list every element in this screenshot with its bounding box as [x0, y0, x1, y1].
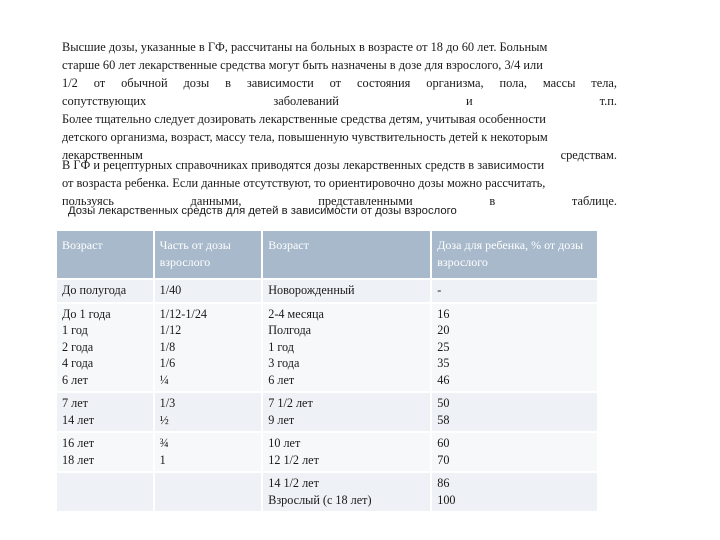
text-line: Более тщательно следует дозировать лекарственные средства детям, учитывая особенности: [62, 112, 546, 126]
paragraph-reference-books: [62, 156, 617, 210]
cell-line: 1/6: [159, 356, 176, 370]
table-row: [57, 432, 597, 472]
cell-line: ¾: [159, 436, 169, 450]
cell-line: 12 1/2 лет: [268, 452, 319, 467]
cell-line: 18 лет: [62, 452, 95, 467]
cell-line: 1 год: [268, 339, 294, 354]
cell-line: До 1 года: [62, 306, 111, 321]
text-line: старше 60 лет лекарственные средства могут быть назначены в дозе для взрослого, 3/4 или: [62, 58, 543, 72]
text-line: 1/2 от обычной дозы в зависимости от состояния организма, пола, массы тела,: [62, 76, 617, 90]
cell-child-dose-percent: [431, 392, 597, 432]
text-line: детского организма, возраст, массу тела, повышенную чувствительность детей к некоторым: [62, 130, 548, 144]
cell-line: 14 лет: [62, 412, 95, 427]
cell-child-dose-percent: [431, 279, 597, 303]
cell-line: 1/12: [159, 323, 182, 337]
table-caption: Дозы лекарственных средств для детей в зависимости от дозы взрослого: [68, 205, 457, 217]
cell-line: [62, 475, 148, 492]
cell-line: ¼: [159, 372, 169, 387]
cell-line: 58: [437, 412, 450, 427]
text-line: Высшие дозы, указанные в ГФ, рассчитаны на больных в возрасте от 18 до 60 лет. Больным: [62, 40, 548, 54]
cell-line: 20: [437, 323, 450, 337]
table-row: [57, 472, 597, 511]
cell-child-dose-percent: [431, 303, 597, 393]
cell-age: [57, 279, 154, 303]
cell-line: Взрослый (с 18 лет): [268, 492, 372, 507]
cell-age-2: [262, 432, 431, 472]
text-line: В ГФ и рецептурных справочниках приводятся дозы лекарственных средств в зависимости: [62, 158, 545, 172]
cell-line: 14 1/2 лет: [268, 476, 319, 490]
cell-line: 100: [437, 492, 456, 507]
cell-line: 6 лет: [62, 372, 88, 387]
dose-table: [57, 231, 597, 511]
text-line: сопутствующих заболеваний и т.п.: [62, 94, 617, 108]
cell-line: 60: [437, 436, 450, 450]
cell-adult-dose-part: [154, 303, 263, 393]
cell-adult-dose-part: [154, 279, 263, 303]
cell-line: 6 лет: [268, 372, 295, 387]
cell-line: 7 1/2 лет: [268, 396, 313, 410]
cell-line: [160, 475, 257, 492]
header-age: Возраст: [57, 231, 154, 279]
cell-line: 70: [437, 452, 450, 467]
cell-line: 4 года: [62, 356, 94, 370]
cell-line: 1/12-1/24: [159, 306, 208, 321]
cell-line: 16 лет: [62, 436, 95, 450]
cell-line: 1: [159, 452, 166, 467]
cell-age-2: [262, 472, 431, 511]
cell-age: [57, 392, 154, 432]
cell-line: 35: [437, 356, 450, 370]
cell-adult-dose-part: [154, 392, 263, 432]
table-row: [57, 279, 597, 303]
text-line: от возраста ребенка. Если данные отсутствуют, то ориентировочно дозы можно рассчитать,: [62, 176, 546, 190]
cell-age-2: [262, 392, 431, 432]
table-row: [57, 392, 597, 432]
cell-line: 3 года: [268, 356, 300, 370]
cell-line: 7 лет: [62, 396, 88, 410]
header-adult-dose-part: Часть от дозы взрослого: [154, 231, 263, 279]
cell-line: 9 лет: [268, 412, 295, 427]
cell-line: 25: [437, 339, 450, 354]
cell-age: [57, 432, 154, 472]
cell-line: -: [437, 283, 442, 297]
header-age-2: Возраст: [262, 231, 431, 279]
table-body: [57, 279, 597, 511]
cell-adult-dose-part: [154, 472, 263, 511]
cell-age: [57, 303, 154, 393]
cell-line: 1/8: [159, 339, 176, 354]
cell-line: 46: [437, 372, 450, 387]
cell-line: 1/40: [159, 283, 182, 297]
header-child-dose-percent: Доза для ребенка, % от дозы взрослого: [431, 231, 597, 279]
cell-line: 1 год: [62, 323, 88, 337]
cell-line: 50: [437, 396, 450, 410]
table-row: [57, 303, 597, 393]
paragraph-adult-doses: [62, 38, 617, 110]
cell-age-2: [262, 279, 431, 303]
cell-age-2: [262, 303, 431, 393]
cell-child-dose-percent: [431, 432, 597, 472]
cell-age: [57, 472, 154, 511]
cell-line: 2 года: [62, 339, 94, 354]
cell-adult-dose-part: [154, 432, 263, 472]
cell-line: 86: [437, 476, 450, 490]
cell-line: Новорожденный: [268, 283, 355, 297]
text-line: пользуясь данными, представленными в таблице.: [62, 194, 617, 208]
cell-line: Полгода: [268, 323, 312, 337]
cell-line: 10 лет: [268, 436, 301, 450]
cell-line: ½: [159, 412, 169, 427]
cell-line: 1/3: [159, 396, 176, 410]
cell-child-dose-percent: [431, 472, 597, 511]
cell-line: 16: [437, 306, 450, 321]
cell-line: 2-4 месяца: [268, 306, 324, 321]
table-header-row: [57, 231, 597, 279]
text-line: лекарственным средствам.: [62, 148, 617, 162]
cell-line: До полугода: [62, 283, 127, 297]
